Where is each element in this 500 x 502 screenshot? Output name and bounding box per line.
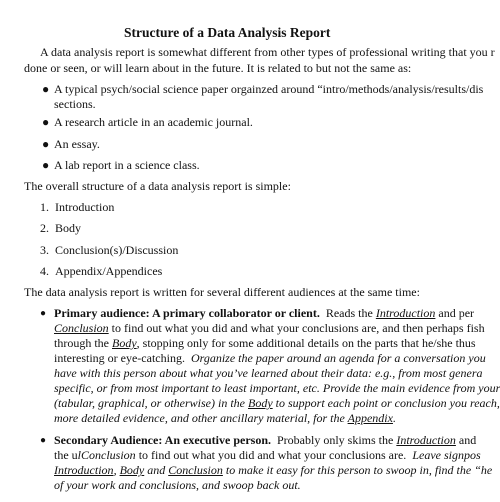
list-item-continuation: sections. xyxy=(54,97,96,111)
text-run: Appendix xyxy=(347,411,393,425)
text-run: through the xyxy=(54,336,109,350)
numbered-item: 2. Body xyxy=(40,221,82,235)
primary-audience-line-5: have with this person about what you’ve learned about their data: e.g., from most genera xyxy=(54,366,483,380)
secondary-audience-line-4: of your work and conclusions, and swoop back out. xyxy=(54,478,301,492)
text-run: (tabular, graphical, or otherwise) in the xyxy=(54,396,245,410)
list-item: A research article in an academic journal. xyxy=(54,115,253,129)
bullet-icon: ● xyxy=(40,435,47,446)
list-item: A lab report in a science class. xyxy=(54,158,200,172)
bullet-icon: ● xyxy=(42,115,50,129)
numbered-item-label: Body xyxy=(55,221,82,235)
numbered-item: 1. Introduction xyxy=(40,200,115,214)
text-run: interesting or eye-catching. xyxy=(54,351,185,365)
document-title: Structure of a Data Analysis Report xyxy=(124,25,331,40)
text-run: to find out what you did and what your conclusions are, and then perhaps fish xyxy=(111,321,485,335)
text-run: Body xyxy=(248,396,273,410)
numbered-item-label: Introduction xyxy=(55,200,115,214)
numbered-item: 3. Conclusion(s)/Discussion xyxy=(40,243,179,257)
primary-audience-line-6: specific, or from most important to least important, etc. Provide the main evidence from your xyxy=(54,381,500,395)
text-run: and xyxy=(458,433,477,447)
text-run: Introduction xyxy=(375,306,436,320)
audiences-intro: The data analysis report is written for several different audiences at the same time: xyxy=(24,285,420,299)
secondary-audience-heading: Secondary Audience: An executive person. xyxy=(54,433,271,447)
text-run: Conclusion xyxy=(168,463,223,477)
text-run: lConclusion xyxy=(77,448,136,462)
text-run: the u xyxy=(54,448,78,462)
primary-audience-line-3 xyxy=(54,335,476,351)
primary-audience-line-7 xyxy=(54,395,500,411)
text-run: Conclusion xyxy=(54,321,109,335)
primary-audience-line-8 xyxy=(54,410,396,426)
text-run: Body xyxy=(112,336,137,350)
structure-intro: The overall structure of a data analysis report is simple: xyxy=(24,179,291,193)
text-run: Organize the paper around an agenda for a conversation you xyxy=(190,351,486,365)
text-run: to make it easy for this person to swoop in, find the “he xyxy=(225,463,493,477)
primary-audience-line-4 xyxy=(54,350,486,366)
numbered-item-label: Conclusion(s)/Discussion xyxy=(55,243,179,257)
text-run: Reads the xyxy=(325,306,373,320)
text-run: Leave signpos xyxy=(412,448,481,462)
primary-audience-line-1 xyxy=(54,305,474,321)
bullet-icon: ● xyxy=(42,82,50,96)
secondary-audience-line-1 xyxy=(54,432,476,448)
text-run: . xyxy=(392,411,396,425)
text-run: Introduction xyxy=(54,463,114,477)
numbered-item: 4. Appendix/Appendices xyxy=(40,264,163,278)
text-run: more detailed evidence, and other ancillary material, for the xyxy=(54,411,345,425)
bullet-icon: ● xyxy=(42,137,50,151)
bullet-icon: ● xyxy=(40,308,47,319)
text-run: Introduction xyxy=(396,433,456,447)
text-run: to find out what you did and what your conclusions are. xyxy=(138,448,407,462)
intro-line-1: A data analysis report is somewhat different from other types of professional writing that you r xyxy=(40,45,495,59)
primary-audience-line-2 xyxy=(54,320,485,336)
bullet-icon: ● xyxy=(42,158,50,172)
secondary-audience-line-3 xyxy=(54,462,492,478)
text-run: Probably only skims the xyxy=(277,433,394,447)
list-item: An essay. xyxy=(54,137,100,151)
primary-audience-heading: Primary audience: A primary collaborator or client. xyxy=(54,306,320,320)
text-run: , stopping only for some additional details on the parts that he/she thus xyxy=(136,336,476,350)
text-run: , xyxy=(113,463,117,477)
numbered-item-label: Appendix/Appendices xyxy=(55,264,163,278)
text-run: and per xyxy=(438,306,475,320)
text-run: and xyxy=(147,463,166,477)
text-run: to support each point or conclusion you reach, xyxy=(275,396,500,410)
intro-line-2: done or seen, or will learn about in the future. It is related to but not the same as: xyxy=(24,61,412,75)
text-run: Body xyxy=(119,463,145,477)
secondary-audience-line-2 xyxy=(54,447,481,463)
list-item: A typical psych/social science paper orgainzed around “intro/methods/analysis/results/dis xyxy=(54,82,484,96)
